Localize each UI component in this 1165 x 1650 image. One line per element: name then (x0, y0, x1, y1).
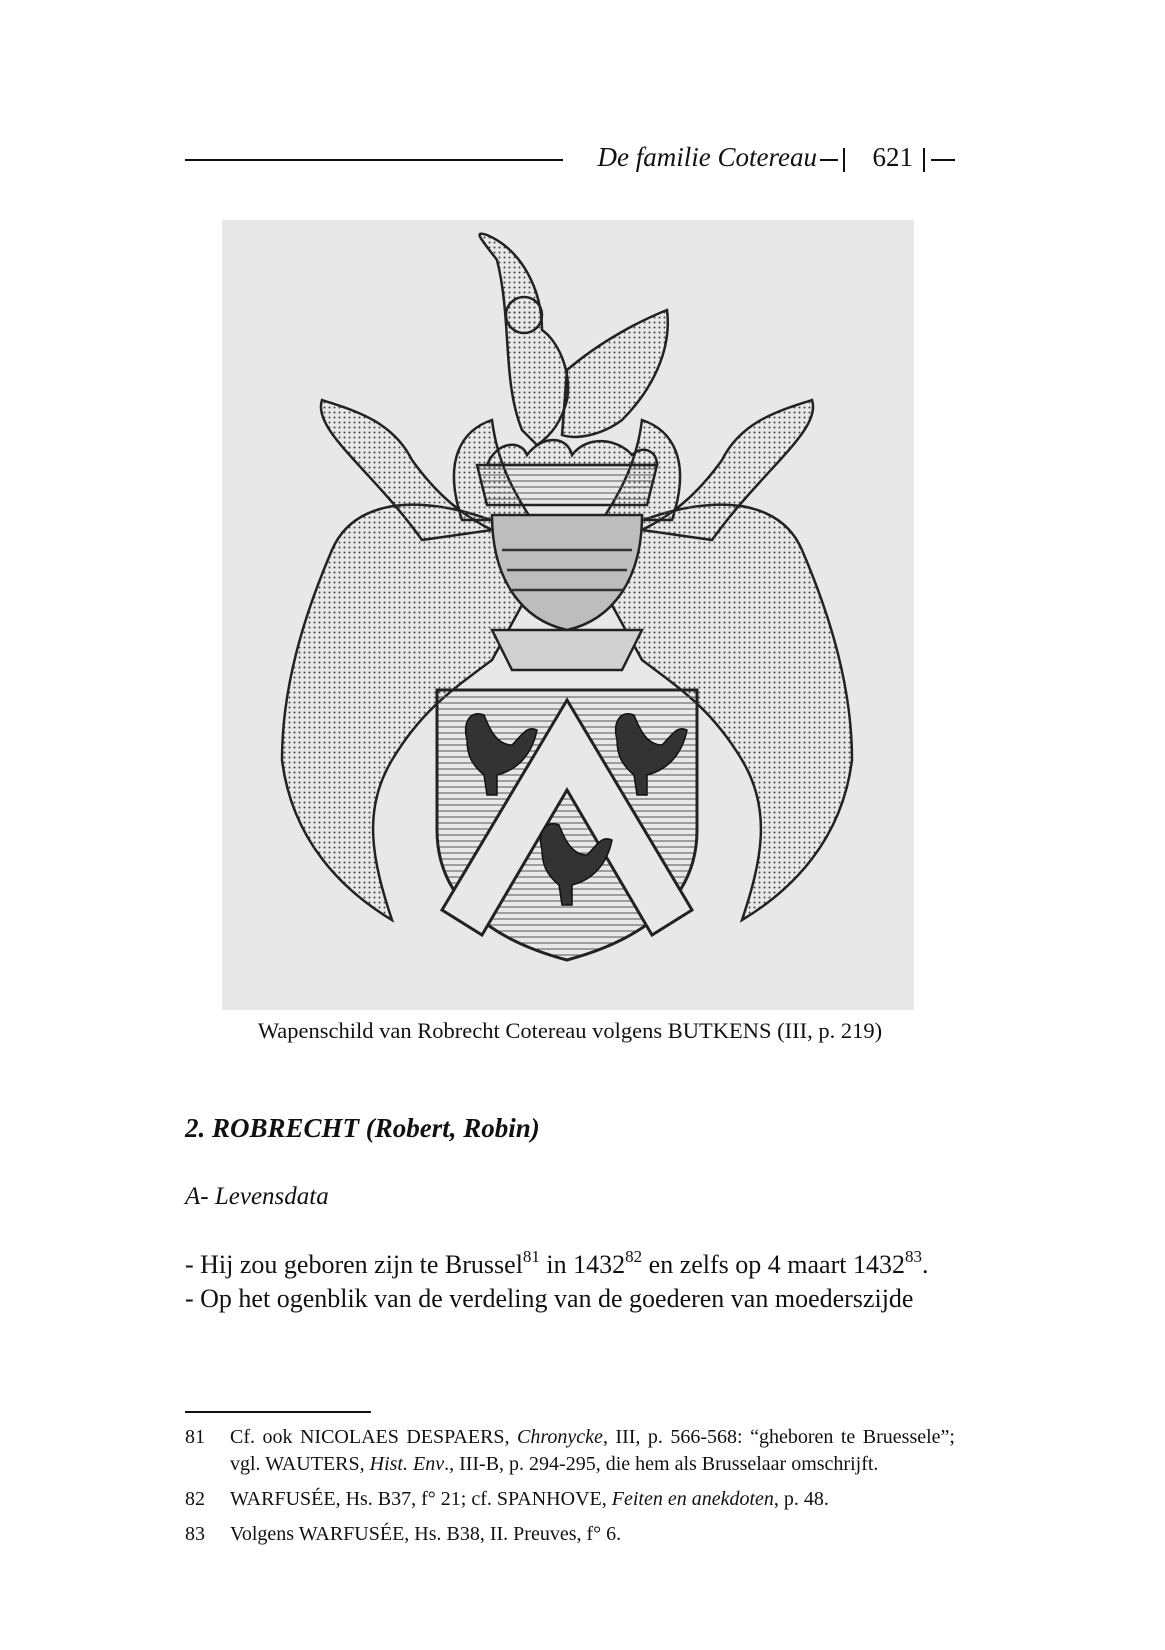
footnote-ref[interactable]: 83 (904, 1247, 922, 1266)
header-pipe (923, 148, 925, 172)
crown (477, 440, 657, 505)
footnote-number: 83 (185, 1523, 205, 1545)
footnote-number: 82 (185, 1488, 205, 1510)
footnote (185, 1486, 955, 1513)
body-text (185, 1248, 955, 1316)
header-rule (185, 159, 563, 161)
footnote (185, 1424, 955, 1478)
figure-caption: Wapenschild van Robrecht Cotereau volgens BUTKENS (III, p. 219) (257, 1018, 883, 1043)
footnote-number: 81 (185, 1426, 205, 1448)
running-header (185, 140, 955, 180)
helmet (492, 515, 642, 670)
footnote-text: Volgens WARFUSÉE, Hs. B38, II. Preuves, f° 6. (230, 1523, 622, 1545)
body-paragraph: - Op het ogenblik van de verdeling van de goederen van moederszijde (185, 1284, 914, 1313)
body-text-span: en zelfs op 4 maart 1432 (642, 1250, 905, 1279)
subsection-title: A- Levensdata (185, 1183, 329, 1210)
footnote-ref[interactable]: 81 (522, 1247, 540, 1266)
coat-of-arms-engraving (222, 220, 914, 1010)
header-dash (931, 159, 955, 161)
footnote (185, 1521, 955, 1548)
coat-of-arms-svg (222, 220, 914, 1010)
body-text-span: . (921, 1250, 929, 1279)
footnotes (185, 1424, 955, 1556)
phoenix-crest (480, 234, 668, 445)
page-number: 621 (872, 142, 913, 172)
footnote-rule (185, 1411, 371, 1413)
body-text-span: - Hij zou geboren zijn te Brussel (185, 1250, 523, 1279)
body-paragraph (185, 1248, 955, 1282)
footnote-text: WARFUSÉE, Hs. B37, f° 21; cf. SPANHOVE, Feiten en anekdoten, p. 48. (230, 1488, 829, 1510)
shield (437, 690, 697, 960)
header-pipe (843, 148, 845, 172)
body-text-span: in 1432 (539, 1250, 626, 1279)
footnote-ref[interactable]: 82 (625, 1247, 643, 1266)
footnote-text: Cf. ook NICOLAES DESPAERS, Chronycke, III, p. 566-568: “gheboren te Bruessele”; vgl. WAUTERS, Hist. Env., III-B, p. 294-295, die hem als Brusselaar omschrijft. (230, 1426, 955, 1475)
header-title: De familie Cotereau (597, 142, 817, 172)
section-title: 2. ROBRECHT (Robert, Robin) (185, 1113, 540, 1143)
header-dash (820, 159, 838, 161)
